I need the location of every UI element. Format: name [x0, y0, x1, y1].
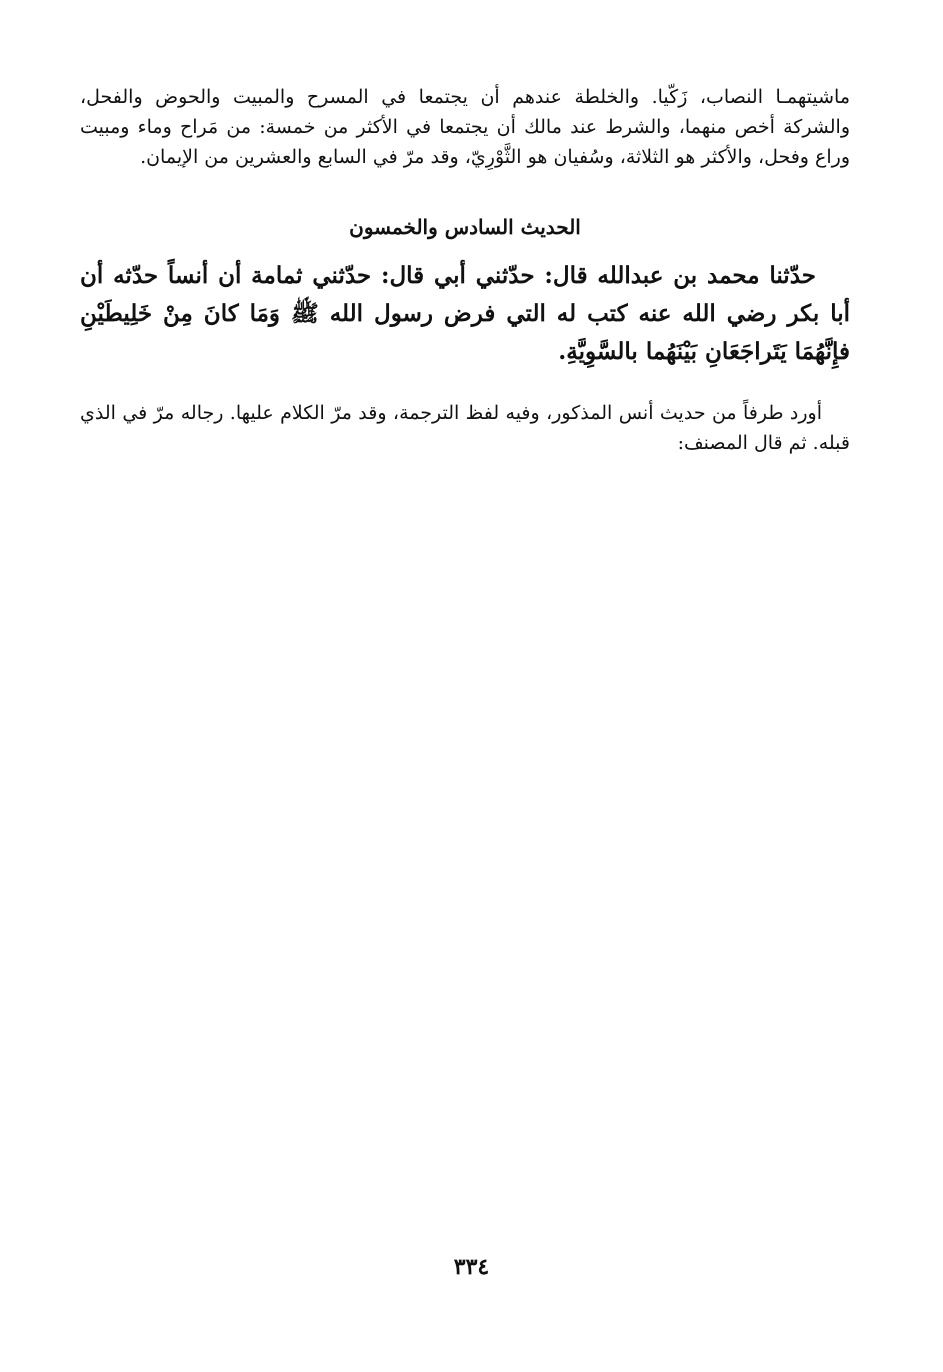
commentary-block: [80, 398, 850, 458]
hadith-block: [80, 257, 850, 371]
page-number: ٣٣٤: [453, 1254, 490, 1280]
intro-paragraph: ماشيتهمـا النصاب، زَكّيا. والخلطة عندهم أن يجتمعا في المسرح والمبيت والحوض والفحل، والشركة أخص منهما، والشرط عند مالك أن يجتمعا في الأكثر من خمسة: من مَراح وماء ومبيت وراع وفحل، والأكثر هو الثلاثة، وسُفيان هو الثَّوْرِيّ، وقد مرّ في السابع والعشرين من الإيمان.: [80, 86, 850, 168]
intro-paragraph-block: [80, 82, 850, 172]
section-heading: الحديث السادس والخمسون: [349, 215, 581, 239]
commentary-text: أورد طرفاً من حديث أنس المذكور، وفيه لفظ الترجمة، وقد مرّ الكلام عليها. رجاله مرّ في الذي قبله. ثم قال المصنف:: [80, 402, 850, 454]
hadith-paragraph: [80, 257, 850, 371]
hadith-text: حدّثنا محمد بن عبدالله قال: حدّثني أبي قال: حدّثني ثمامة أن أنساً حدّثه أن أبا بكر رضي الله عنه كتب له التي فرض رسول الله ﷺ وَمَا كانَ مِنْ خَلِيطَيْنِ فإِنَّهُمَا يَتَراجَعَانِ بَيْنَهُما بالسَّوِيَّةِ.: [80, 262, 850, 365]
commentary-paragraph: [80, 398, 850, 458]
